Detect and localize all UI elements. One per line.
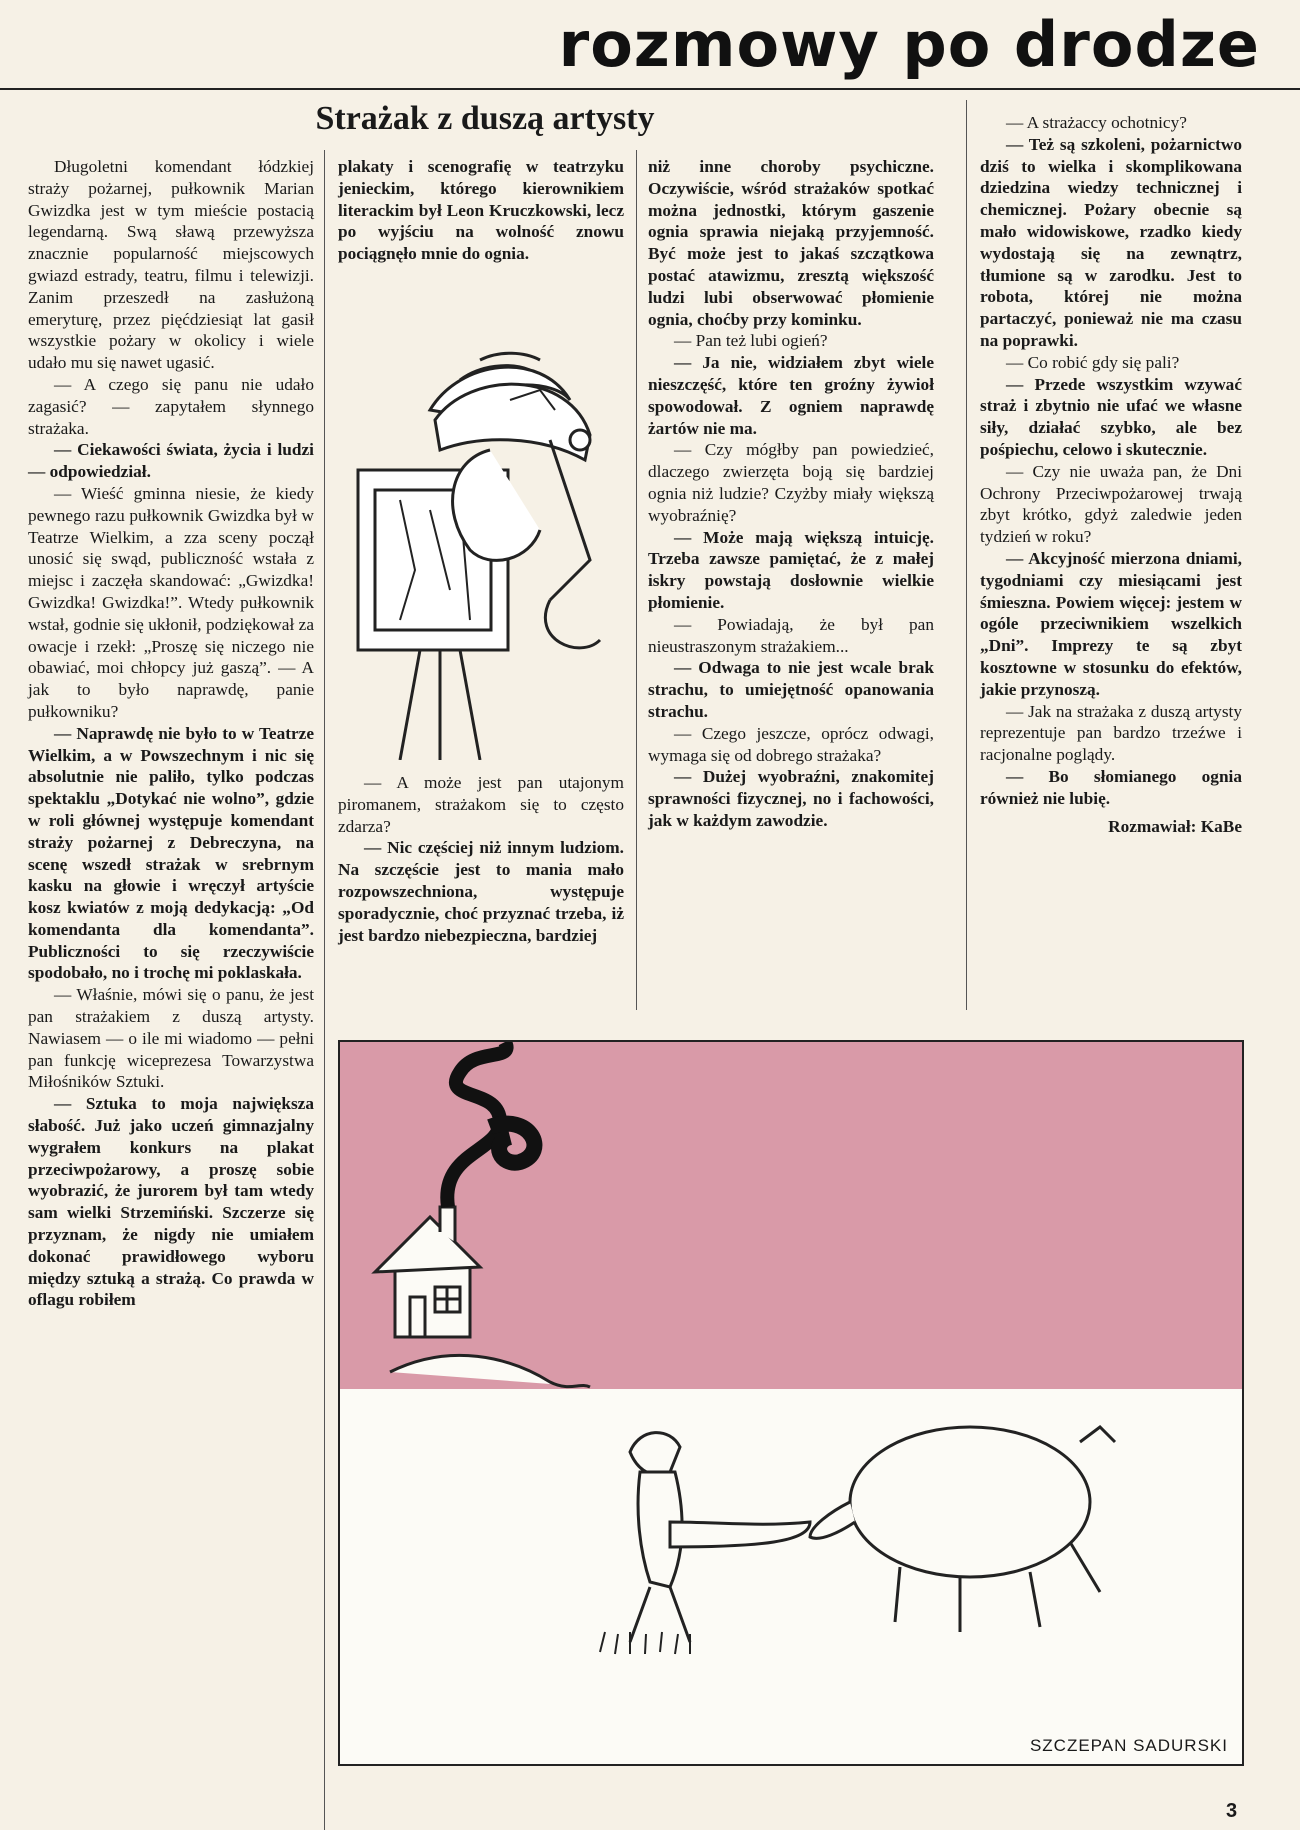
article-paragraph: plakaty i scenografię w teatrzyku jenieckim, którego kierownikiem literackim był Leon Kruczkowski, lecz po wyjściu na wolność znowu pociągnęło mnie do ognia.: [338, 157, 624, 264]
article-paragraph: — Ja nie, widziałem zbyt wiele nieszczęść, które ten groźny żywioł spowodował. Z ogniem naprawdę żartów nie ma.: [648, 353, 934, 438]
article-paragraph: — Dużej wyobraźni, znakomitej sprawności fizycznej, no i fachowości, jak w każdym zawodzie.: [648, 767, 934, 830]
cartoon-caption: SZCZEPAN SADURSKI: [1029, 1736, 1228, 1755]
article-paragraph: — Co robić gdy się pali?: [1006, 352, 1180, 372]
column-2-bottom: [338, 772, 624, 946]
article-paragraph: — Wieść gminna niesie, że kiedy pewnego razu pułkownik Gwizdka był w Teatrze Wielkim, a zza sceny począł unosić się swąd, publiczność wstała z miejsc i zaczęła skandować: „Gwizdka! Gwizdka! Gwizdka!”. Wtedy pułkownik wstał, godnie się ukłonił, podziękował za owacje i rzekł: „Proszę się niczego nie obawiać, moi chłopcy już gaszą”. — A jak to było naprawdę, panie pułkowniku?: [28, 483, 314, 721]
article-paragraph: — Też są szkoleni, pożarnictwo dziś to wielka i skomplikowana dziedzina wiedzy technicznej i chemicznej. Pożary obecnie są mało widowiskowe, rzadko kiedy wydostają się na zewnątrz, tłumione są w zarodku. Jest to robota, której nie można partaczyć, ponieważ nie ma czasu na poprawki.: [980, 134, 1242, 350]
article-paragraph: — Ciekawości świata, życia i ludzi — odpowiedział.: [28, 440, 314, 482]
article-paragraph: — Czy nie uważa pan, że Dni Ochrony Przeciwpożarowej trwają zbyt krótko, gdyż zaledwie jeden tydzień w roku?: [980, 461, 1242, 547]
article-paragraph: — Naprawdę nie było to w Teatrze Wielkim, a w Powszechnym i nic się absolutnie nie paliło, tylko podczas spektaklu „Dotykać nie wolno”, gdzie w roli głównej występuje komendant straży pożarnej z Debreczyna, na scenę wszedł strażak w srebrnym kasku na głowie i wręczył artyście kosz kwiatów z moją dedykacją: „Od komendanta dla komendanta”. Publiczności to się rzeczywiście spodobało, no i trochę mi poklaskała.: [28, 723, 314, 983]
article-paragraph: — A strażaccy ochotnicy?: [1006, 113, 1187, 132]
column-divider: [966, 100, 967, 1010]
article-paragraph: — Akcyjność mierzona dniami, tygodniami czy miesiącami jest śmieszna. Powiem więcej: jestem w ogóle przeciwnikiem wszelkich „Dni”. Imprezy te są zbyt kosztowne w stosunku do efektów, jakie przynoszą.: [980, 548, 1242, 699]
article-paragraph: — Pan też lubi ogień?: [674, 331, 828, 351]
column-divider: [636, 150, 637, 1010]
cartoon-panel: [338, 1040, 1244, 1766]
header-rule: [0, 88, 1300, 90]
firefighter-painter-illustration: [340, 340, 630, 760]
article-paragraph: — Powiadają, że był pan nieustraszonym strażakiem...: [648, 614, 934, 656]
section-title: rozmowy po drodze: [558, 8, 1260, 81]
article-paragraph: — Czy mógłby pan powiedzieć, dlaczego zwierzęta boją się bardziej ognia niż ludzie? Czyżby miały większą wyobraźnię?: [648, 440, 934, 525]
article-paragraph: — Właśnie, mówi się o panu, że jest pan strażakiem z duszą artysty. Nawiasem — o ile mi wiadomo — pełni pan funkcję wiceprezesa Towarzystwa Miłośników Sztuki.: [28, 985, 314, 1092]
article-headline: Strażak z duszą artysty: [315, 100, 655, 137]
article-paragraph: — A może jest pan utajonym piromanem, strażakom się to często zdarza?: [338, 773, 624, 836]
article-paragraph: — Może mają większą intuicję. Trzeba zawsze pamiętać, że z małej iskry powstają dosłownie wielkie płomienie.: [648, 527, 934, 612]
article-paragraph: — Przede wszystkim wzywać straż i zbytnio nie ufać we własne siły, działać szybko, ale bez pośpiechu, celowo i skutecznie.: [980, 374, 1242, 459]
column-divider: [324, 150, 325, 1830]
article-paragraph: niż inne choroby psychiczne. Oczywiście, wśród strażaków spotkać można jednostki, którym gaszenie ognia sprawia niejaką przyjemność. Być może jest to jakaś szczątkowa postać atawizmu, zresztą większość ludzi lubi obserwować płomienie ognia, choćby przy kominku.: [648, 157, 934, 329]
cartoon-drawing: [340, 1042, 1242, 1764]
column-2-top: [338, 156, 624, 265]
signature: Rozmawiał: KaBe: [1108, 816, 1242, 836]
column-4: [980, 112, 1242, 837]
article-paragraph: — Odwaga to nie jest wcale brak strachu, to umiejętność opanowania strachu.: [648, 658, 934, 721]
article-paragraph: — Jak na strażaka z duszą artysty reprezentuje pan bardzo trzeźwe i racjonalne poglądy.: [980, 701, 1242, 765]
article-paragraph: Długoletni komendant łódzkiej straży pożarnej, pułkownik Marian Gwizdka jest w tym mieście postacią legendarną. Swą sławą przewyższa znacznie popularność miejscowych gwiazd estrady, teatru, filmu i telewizji. Zanim przeszedł na zasłużoną emeryturę, przez pięćdziesiąt lat gasił wszystkie pożary w okolicy i wiele udało mu się nawet ugasić.: [28, 157, 314, 373]
article-paragraph: — Nic częściej niż innym ludziom. Na szczęście jest to mania mało rozpowszechniona, występuje sporadycznie, choć przyznać trzeba, iż jest bardzo niebezpieczna, bardziej: [338, 838, 624, 945]
column-1: [28, 156, 314, 1311]
article-paragraph: — Czego jeszcze, oprócz odwagi, wymaga się od dobrego strażaka?: [648, 723, 934, 765]
article-paragraph: — Sztuka to moja największa słabość. Już jako uczeń gimnazjalny wygrałem konkurs na plakat przeciwpożarowy, a proszę sobie wyobrazić, że jurorem był tam wtedy sam wielki Strzemiński. Szczerze się przyznam, że nigdy nie umiałem dokonać prawidłowego wyboru między sztuką a strażą. Co prawda w oflagu robiłem: [28, 1094, 314, 1310]
page-number: 3: [1226, 1800, 1238, 1822]
article-paragraph: — Bo słomianego ognia również nie lubię.: [980, 766, 1242, 808]
column-3: [648, 156, 934, 832]
article-paragraph: — A czego się panu nie udało zagasić? — zapytałem słynnego strażaka.: [28, 374, 314, 438]
